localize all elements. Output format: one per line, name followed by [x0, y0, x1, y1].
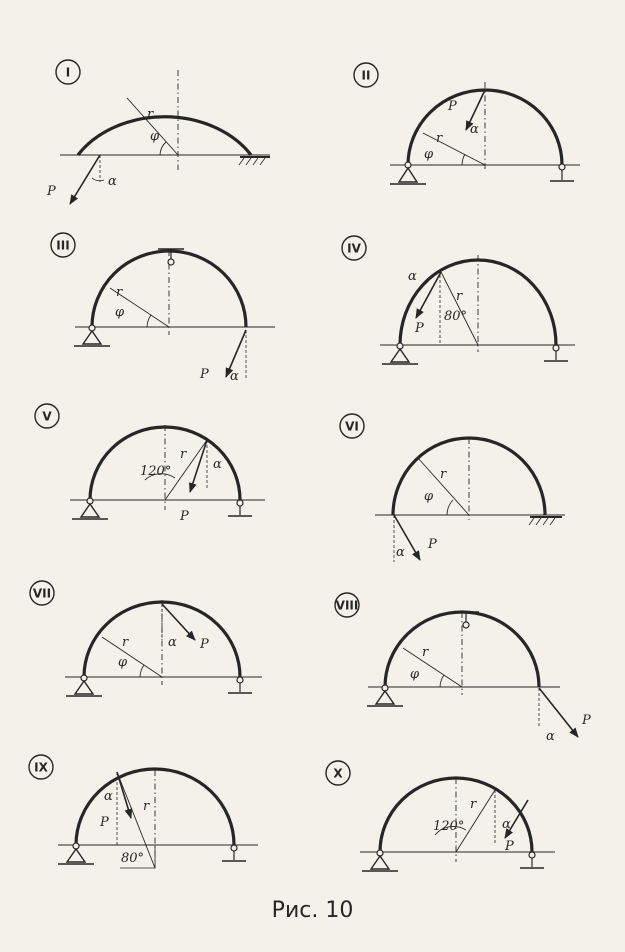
alpha-label: α — [396, 545, 405, 560]
alpha-label: α — [470, 122, 479, 137]
panel-7 — [30, 581, 262, 696]
angle-arc — [160, 142, 166, 155]
radius-label: r — [440, 467, 447, 482]
force-label: P — [47, 184, 56, 199]
panel-1 — [46, 60, 270, 204]
alpha-label: α — [502, 817, 511, 832]
panel-label: VIII — [335, 598, 359, 613]
force-label: P — [200, 367, 209, 382]
pin-support-left — [66, 675, 102, 696]
angle-arc — [447, 500, 453, 515]
panel-9 — [29, 755, 258, 868]
support-hatch — [529, 518, 555, 525]
roller-support-right — [228, 677, 252, 693]
panel-label: I — [65, 65, 71, 80]
radius-label: r — [436, 131, 443, 146]
radius-label: r — [122, 635, 129, 650]
panel-6 — [340, 414, 565, 562]
force-label: P — [428, 537, 437, 552]
figure-caption: Рис. 10 — [271, 898, 354, 923]
alpha-arc — [92, 178, 104, 181]
angle-label: 80° — [121, 851, 145, 866]
pin-support-left — [74, 325, 110, 346]
pin-support-left — [382, 343, 418, 364]
force-arrow — [190, 440, 207, 492]
angle-label: φ — [118, 655, 128, 670]
roller-support-right — [222, 845, 246, 861]
roller-support-right — [520, 852, 544, 868]
radius-label: r — [147, 107, 154, 122]
force-arrow — [539, 688, 578, 737]
radius-line — [102, 637, 162, 677]
roller-support-right — [228, 500, 252, 516]
panel-8 — [335, 593, 591, 744]
angle-arc — [462, 154, 465, 165]
force-label: P — [415, 321, 424, 336]
alpha-label: α — [546, 729, 555, 744]
angle-label: 120° — [140, 464, 172, 479]
panel-4 — [342, 236, 575, 364]
alpha-label: α — [230, 369, 239, 384]
angle-arc — [440, 675, 444, 687]
panel-3 — [51, 233, 275, 384]
alpha-label: α — [213, 457, 222, 472]
angle-arc — [140, 665, 144, 677]
alpha-label: α — [104, 789, 113, 804]
force-arrow — [70, 155, 100, 204]
pin-support-left — [58, 843, 94, 864]
force-label: P — [448, 99, 457, 114]
panel-10 — [326, 761, 555, 871]
angle-label: φ — [115, 305, 125, 320]
panel-label: VI — [345, 419, 359, 434]
angle-label: φ — [424, 147, 434, 162]
force-arrow — [117, 772, 131, 818]
panel-label: VII — [32, 586, 52, 601]
arch — [393, 438, 545, 515]
radius-label: r — [422, 645, 429, 660]
angle-label: φ — [410, 667, 420, 682]
radius-label: r — [116, 285, 123, 300]
angle-label: φ — [150, 129, 160, 144]
force-label: P — [180, 509, 189, 524]
panel-label: V — [42, 409, 52, 424]
panel-label: III — [56, 238, 70, 253]
panel-label: IX — [34, 760, 48, 775]
radius-label: r — [180, 447, 187, 462]
alpha-label: α — [108, 174, 117, 189]
alpha-label: α — [168, 635, 177, 650]
angle-label: φ — [424, 489, 434, 504]
force-arrow — [162, 604, 195, 640]
radius-label: r — [456, 289, 463, 304]
arch — [78, 117, 251, 155]
radius-label: r — [470, 797, 477, 812]
support-hatch — [239, 158, 265, 165]
angle-label: 120° — [433, 819, 465, 834]
force-label: P — [100, 815, 109, 830]
angle-arc — [147, 315, 151, 327]
pin-support-left — [362, 850, 398, 871]
roller-support-right — [544, 345, 568, 361]
panel-2 — [354, 63, 580, 184]
alpha-label: α — [408, 269, 417, 284]
force-label: P — [505, 839, 514, 854]
force-label: P — [200, 637, 209, 652]
pin-support-left — [72, 498, 108, 519]
radius-label: r — [143, 799, 150, 814]
panel-label: II — [361, 68, 371, 83]
roller-support-right — [550, 164, 574, 181]
panel-label: IV — [347, 241, 361, 256]
panel-label: X — [333, 766, 343, 781]
force-label: P — [582, 713, 591, 728]
pin-support-left — [367, 685, 403, 706]
angle-label: 80° — [444, 309, 468, 324]
panel-5 — [35, 404, 265, 524]
